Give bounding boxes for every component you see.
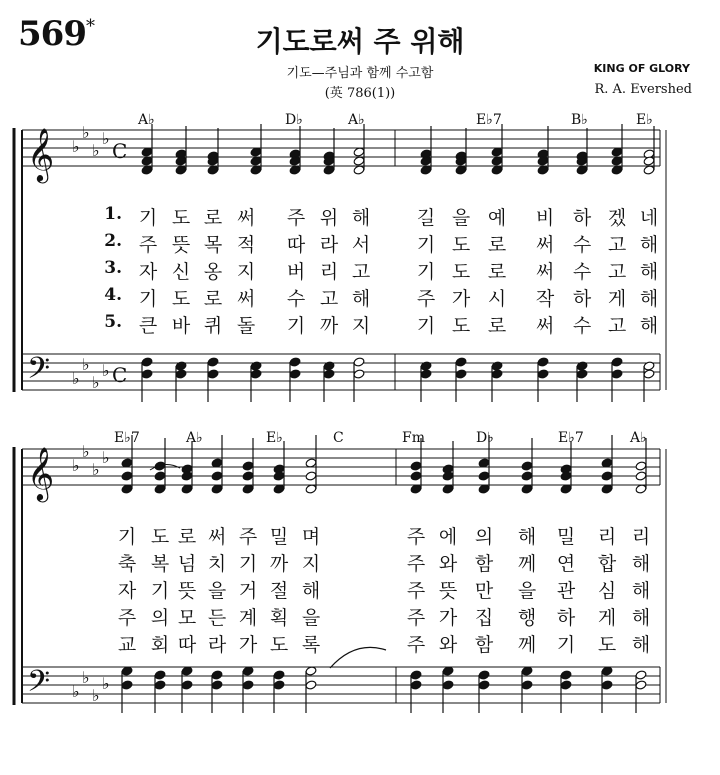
- svg-text:♭: ♭: [82, 355, 90, 374]
- lyric-syllable: 큰: [138, 315, 158, 337]
- lyric-syllable: 치: [207, 553, 227, 575]
- hymn-subtitle: 기도—주님과 함께 수고함: [286, 66, 434, 81]
- lyric-syllable: 기: [138, 288, 158, 310]
- lyric-syllable: 해: [351, 207, 371, 229]
- svg-text:♭: ♭: [82, 123, 90, 142]
- lyric-syllable: 넘: [177, 553, 197, 575]
- lyric-syllable: 따: [286, 234, 306, 256]
- chord-symbol: A♭: [348, 112, 365, 128]
- lyric-syllable: 로: [487, 315, 507, 337]
- lyric-syllable: 관: [556, 580, 576, 602]
- svg-text:♭: ♭: [102, 361, 110, 380]
- lyric-syllable: 만: [474, 580, 494, 602]
- lyric-syllable: 연: [556, 553, 576, 575]
- chord-symbol: D♭: [285, 112, 303, 128]
- lyric-syllable: 을: [207, 580, 227, 602]
- lyric-syllable: 에: [438, 526, 458, 548]
- lyric-syllable: 회: [150, 634, 170, 656]
- lyric-syllable: 계: [238, 607, 258, 629]
- svg-text:♭: ♭: [102, 674, 110, 693]
- lyric-syllable: 하: [572, 207, 592, 229]
- hymn-title: 기도로써 주 위해: [255, 25, 465, 58]
- lyric-syllable: 지: [301, 553, 321, 575]
- lyric-syllable: 축: [117, 553, 137, 575]
- lyric-syllable: 예: [487, 207, 507, 229]
- lyric-syllable: 써: [535, 234, 555, 256]
- lyric-syllable: 리: [631, 526, 651, 548]
- lyric-syllable: 주: [406, 580, 426, 602]
- lyric-syllable: 수: [572, 315, 592, 337]
- lyric-syllable: 주: [416, 288, 436, 310]
- lyric-syllable: 주: [286, 207, 306, 229]
- lyric-syllable: 도: [150, 526, 170, 548]
- lyric-syllable: 해: [631, 553, 651, 575]
- lyric-syllable: 기: [416, 234, 436, 256]
- chord-symbol: A♭: [630, 430, 647, 446]
- lyric-syllable: 써: [535, 315, 555, 337]
- lyric-syllable: 기: [416, 261, 436, 283]
- lyric-syllable: 기: [416, 315, 436, 337]
- lyric-syllable: 버: [286, 261, 306, 283]
- svg-text:♭: ♭: [92, 373, 100, 392]
- lyric-syllable: 겠: [607, 207, 627, 229]
- lyric-syllable: 뜻: [177, 580, 197, 602]
- lyric-syllable: 길: [416, 207, 436, 229]
- lyric-syllable: 해: [631, 634, 651, 656]
- svg-text:♭: ♭: [102, 448, 110, 467]
- lyric-syllable: 게: [597, 607, 617, 629]
- lyric-syllable: 기: [117, 526, 137, 548]
- verse-number: 3.: [104, 258, 122, 278]
- lyric-syllable: 수: [286, 288, 306, 310]
- lyric-syllable: 가: [238, 634, 258, 656]
- lyric-syllable: 도: [451, 315, 471, 337]
- lyric-syllable: 돌: [236, 315, 256, 337]
- lyric-syllable: 주: [138, 234, 158, 256]
- lyric-syllable: 집: [474, 607, 494, 629]
- lyric-syllable: 리: [319, 261, 339, 283]
- lyric-syllable: 도: [451, 234, 471, 256]
- lyric-syllable: 하: [556, 607, 576, 629]
- lyric-syllable: 와: [438, 634, 458, 656]
- lyric-syllable: 자: [138, 261, 158, 283]
- lyric-syllable: 위: [319, 207, 339, 229]
- chord-symbol: E♭: [636, 112, 653, 128]
- lyric-syllable: 주: [238, 526, 258, 548]
- lyric-syllable: 획: [269, 607, 289, 629]
- lyric-syllable: 와: [438, 553, 458, 575]
- hymn-reference: (英 786(1)): [324, 86, 396, 101]
- lyric-syllable: 주: [117, 607, 137, 629]
- lyric-syllable: 고: [351, 261, 371, 283]
- chord-symbol: D♭: [476, 430, 494, 446]
- lyric-syllable: 바: [171, 315, 191, 337]
- lyric-syllable: 네: [639, 207, 659, 229]
- lyric-syllable: 로: [177, 526, 197, 548]
- lyric-syllable: 기: [286, 315, 306, 337]
- lyric-syllable: 해: [639, 261, 659, 283]
- lyric-syllable: 심: [597, 580, 617, 602]
- lyric-syllable: 주: [406, 634, 426, 656]
- chord-symbol: A♭: [186, 430, 203, 446]
- chord-symbol: E♭7: [558, 430, 584, 446]
- lyric-syllable: 수: [572, 261, 592, 283]
- lyric-syllable: 해: [517, 526, 537, 548]
- svg-text:𝄢: 𝄢: [27, 665, 51, 706]
- lyric-syllable: 해: [639, 315, 659, 337]
- lyric-syllable: 도: [171, 288, 191, 310]
- svg-text:♭: ♭: [82, 442, 90, 461]
- asterisk-mark: *: [85, 16, 94, 37]
- lyric-syllable: 하: [572, 288, 592, 310]
- lyric-syllable: 든: [207, 607, 227, 629]
- lyric-syllable: 신: [171, 261, 191, 283]
- lyric-syllable: 며: [301, 526, 321, 548]
- svg-text:♭: ♭: [72, 137, 80, 156]
- lyric-syllable: 옹: [203, 261, 223, 283]
- lyric-syllable: 해: [639, 288, 659, 310]
- svg-text:C: C: [112, 363, 128, 387]
- svg-text:♭: ♭: [82, 668, 90, 687]
- lyric-syllable: 써: [535, 261, 555, 283]
- lyric-syllable: 밀: [269, 526, 289, 548]
- lyric-syllable: 고: [607, 234, 627, 256]
- lyric-syllable: 복: [150, 553, 170, 575]
- lyric-syllable: 서: [351, 234, 371, 256]
- lyric-syllable: 거: [238, 580, 258, 602]
- lyric-syllable: 도: [171, 207, 191, 229]
- lyric-syllable: 라: [207, 634, 227, 656]
- lyric-syllable: 고: [607, 315, 627, 337]
- svg-text:♭: ♭: [72, 369, 80, 388]
- lyric-syllable: 록: [301, 634, 321, 656]
- lyric-syllable: 써: [236, 207, 256, 229]
- lyric-syllable: 적: [236, 234, 256, 256]
- svg-text:♭: ♭: [102, 129, 110, 148]
- lyric-syllable: 의: [150, 607, 170, 629]
- lyric-syllable: 가: [438, 607, 458, 629]
- lyric-syllable: 모: [177, 607, 197, 629]
- lyric-syllable: 비: [535, 207, 555, 229]
- lyric-syllable: 함: [474, 553, 494, 575]
- lyric-syllable: 로: [487, 234, 507, 256]
- lyric-syllable: 기: [138, 207, 158, 229]
- verse-number: 5.: [104, 312, 122, 332]
- lyric-syllable: 리: [597, 526, 617, 548]
- svg-text:𝄢: 𝄢: [27, 352, 51, 393]
- lyric-syllable: 밀: [556, 526, 576, 548]
- lyric-syllable: 기: [150, 580, 170, 602]
- svg-text:♭: ♭: [92, 460, 100, 479]
- lyric-syllable: 도: [597, 634, 617, 656]
- lyric-syllable: 작: [535, 288, 555, 310]
- lyric-syllable: 수: [572, 234, 592, 256]
- lyric-syllable: 로: [203, 207, 223, 229]
- lyric-syllable: 교: [117, 634, 137, 656]
- lyric-syllable: 해: [351, 288, 371, 310]
- lyric-syllable: 까: [319, 315, 339, 337]
- lyric-syllable: 도: [451, 261, 471, 283]
- lyric-syllable: 퀴: [203, 315, 223, 337]
- lyric-syllable: 가: [451, 288, 471, 310]
- lyric-syllable: 기: [238, 553, 258, 575]
- hymn-number: 569*: [18, 14, 94, 54]
- lyric-syllable: 함: [474, 634, 494, 656]
- verse-number: 4.: [104, 285, 122, 305]
- lyric-syllable: 께: [517, 634, 537, 656]
- lyric-syllable: 절: [269, 580, 289, 602]
- lyric-syllable: 써: [236, 288, 256, 310]
- lyric-syllable: 도: [269, 634, 289, 656]
- chord-symbol: E♭7: [476, 112, 502, 128]
- verse-number: 1.: [104, 204, 122, 224]
- lyric-syllable: 뜻: [438, 580, 458, 602]
- lyric-syllable: 을: [451, 207, 471, 229]
- lyric-syllable: 지: [236, 261, 256, 283]
- lyric-syllable: 목: [203, 234, 223, 256]
- lyric-syllable: 뜻: [171, 234, 191, 256]
- lyric-syllable: 의: [474, 526, 494, 548]
- chord-symbol: B♭: [571, 112, 588, 128]
- lyric-syllable: 자: [117, 580, 137, 602]
- chord-symbol: A♭: [138, 112, 155, 128]
- lyric-syllable: 써: [207, 526, 227, 548]
- lyric-syllable: 주: [406, 607, 426, 629]
- lyric-syllable: 로: [203, 288, 223, 310]
- lyric-syllable: 고: [607, 261, 627, 283]
- lyric-syllable: 지: [351, 315, 371, 337]
- lyric-syllable: 주: [406, 526, 426, 548]
- svg-text:♭: ♭: [72, 682, 80, 701]
- lyric-syllable: 해: [631, 580, 651, 602]
- lyric-syllable: 을: [301, 607, 321, 629]
- lyric-syllable: 해: [631, 607, 651, 629]
- lyric-syllable: 기: [556, 634, 576, 656]
- lyric-syllable: 게: [607, 288, 627, 310]
- lyric-syllable: 시: [487, 288, 507, 310]
- chord-symbol: E♭7: [114, 430, 140, 446]
- tune-name: KING OF GLORY: [593, 62, 690, 75]
- lyric-syllable: 해: [639, 234, 659, 256]
- svg-text:C: C: [112, 139, 128, 163]
- svg-text:𝄞: 𝄞: [27, 446, 55, 500]
- lyric-syllable: 고: [319, 288, 339, 310]
- svg-text:♭: ♭: [92, 686, 100, 705]
- svg-text:𝄞: 𝄞: [27, 127, 55, 181]
- lyric-syllable: 께: [517, 553, 537, 575]
- lyric-syllable: 을: [517, 580, 537, 602]
- lyric-syllable: 까: [269, 553, 289, 575]
- svg-text:♭: ♭: [72, 456, 80, 475]
- composer: R. A. Evershed: [594, 82, 692, 97]
- lyric-syllable: 로: [487, 261, 507, 283]
- svg-text:♭: ♭: [92, 141, 100, 160]
- lyric-syllable: 라: [319, 234, 339, 256]
- chord-symbol: C: [333, 430, 344, 446]
- lyric-syllable: 행: [517, 607, 537, 629]
- lyric-syllable: 해: [301, 580, 321, 602]
- verse-number: 2.: [104, 231, 122, 251]
- lyric-syllable: 주: [406, 553, 426, 575]
- lyric-syllable: 따: [177, 634, 197, 656]
- chord-symbol: Fm: [402, 430, 425, 446]
- chord-symbol: E♭: [266, 430, 283, 446]
- lyric-syllable: 합: [597, 553, 617, 575]
